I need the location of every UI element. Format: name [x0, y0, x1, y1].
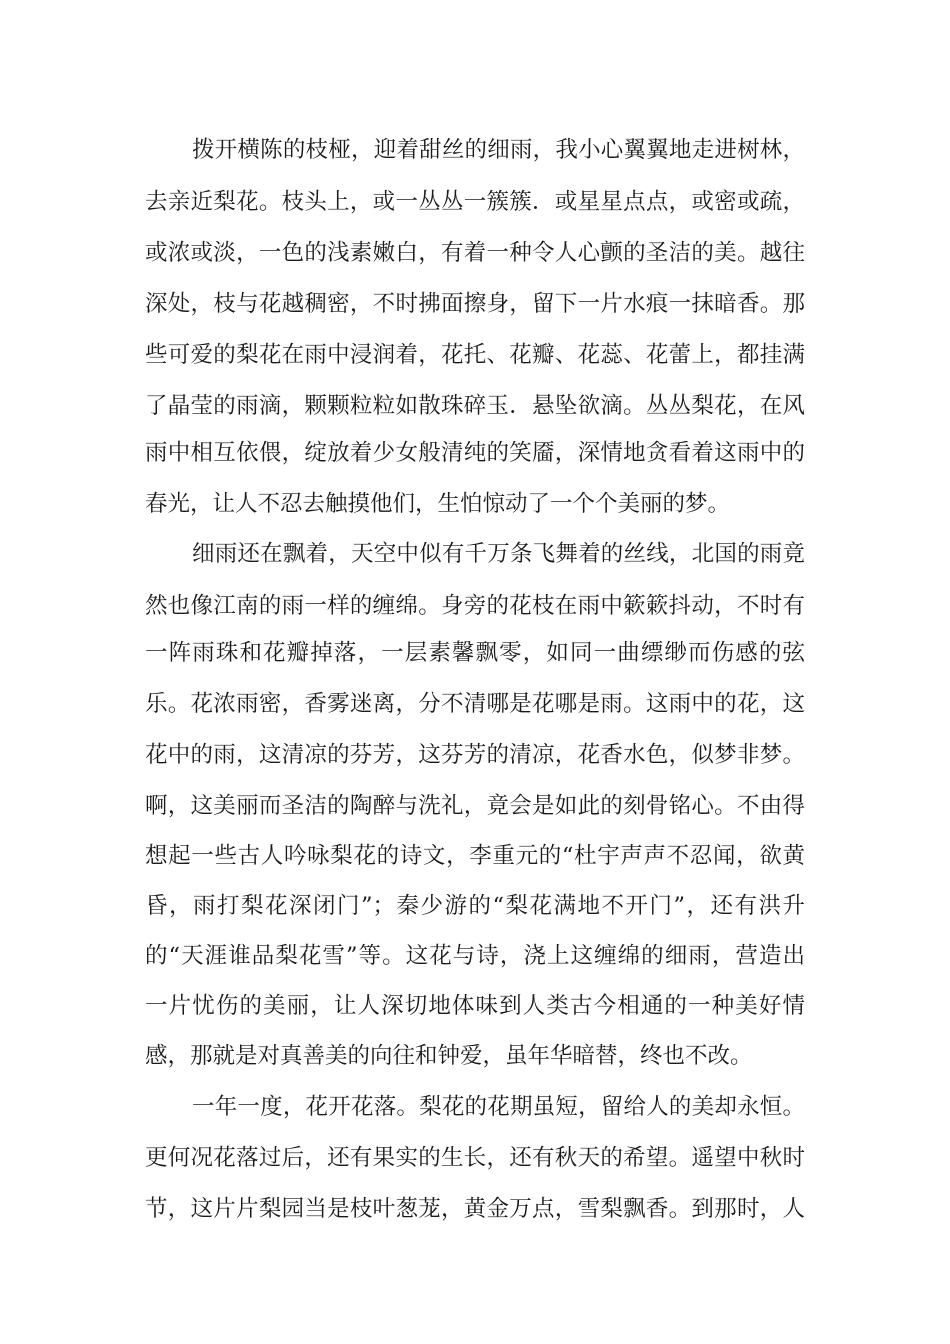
text-line: 更何况花落过后，还有果实的生长，还有秋天的希望。遥望中秋时	[145, 1145, 805, 1171]
text-line: 或浓或淡，一色的浅素嫩白，有着一种令人心颤的圣洁的美。越往	[145, 240, 805, 266]
text-line: 想起一些古人吟咏梨花的诗文，李重元的“杜宇声声不忍闻，欲黄	[145, 843, 805, 869]
text-line: 感，那就是对真善美的向往和钟爱，虽年华暗替，终也不改。	[145, 1043, 753, 1069]
text-line: 节，这片片梨园当是枝叶葱茏，黄金万点，雪梨飘香。到那时，人	[145, 1196, 805, 1222]
text-line: 雨中相互依偎，绽放着少女般清纯的笑靥，深情地贪看着这雨中的	[145, 440, 805, 466]
text-line: 春光，让人不忍去触摸他们，生怕惊动了一个个美丽的梦。	[145, 491, 731, 517]
text-line: 然也像江南的雨一样的缠绵。身旁的花枝在雨中簌簌抖动，不时有	[145, 593, 805, 619]
text-line: 细雨还在飘着，天空中似有千万条飞舞着的丝线，北国的雨竟	[192, 541, 805, 567]
text-line: 去亲近梨花。枝头上，或一丛丛一簇簇．或星星点点，或密或疏，	[145, 189, 805, 215]
text-line: 深处，枝与花越稠密，不时拂面擦身，留下一片水痕一抹暗香。那	[145, 291, 805, 317]
text-line: 的“天涯谁品梨花雪”等。这花与诗，浇上这缠绵的细雨，营造出	[145, 943, 805, 969]
text-line: 一阵雨珠和花瓣掉落，一层素馨飘零，如同一曲缥缈而伤感的弦	[145, 640, 805, 666]
text-line: 昏，雨打梨花深闭门”；秦少游的“梨花满地不开门”，还有洪升	[145, 893, 805, 919]
text-line: 一年一度，花开花落。梨花的花期虽短，留给人的美却永恒。	[192, 1094, 805, 1120]
text-line: 花中的雨，这清凉的芬芳，这芬芳的清凉，花香水色，似梦非梦。	[145, 742, 805, 768]
text-line: 乐。花浓雨密，香雾迷离，分不清哪是花哪是雨。这雨中的花，这	[145, 691, 805, 717]
text-line: 些可爱的梨花在雨中浸润着，花托、花瓣、花蕊、花蕾上，都挂满	[145, 342, 805, 368]
text-line: 了晶莹的雨滴，颗颗粒粒如散珠碎玉．悬坠欲滴。丛丛梨花，在风	[145, 393, 805, 419]
text-line: 拨开横陈的枝桠，迎着甜丝的细雨，我小心翼翼地走进树林，	[192, 137, 805, 163]
text-line: 啊，这美丽而圣洁的陶醉与洗礼，竟会是如此的刻骨铭心。不由得	[145, 793, 805, 819]
text-line: 一片忧伤的美丽，让人深切地体味到人类古今相通的一种美好情	[145, 993, 805, 1019]
